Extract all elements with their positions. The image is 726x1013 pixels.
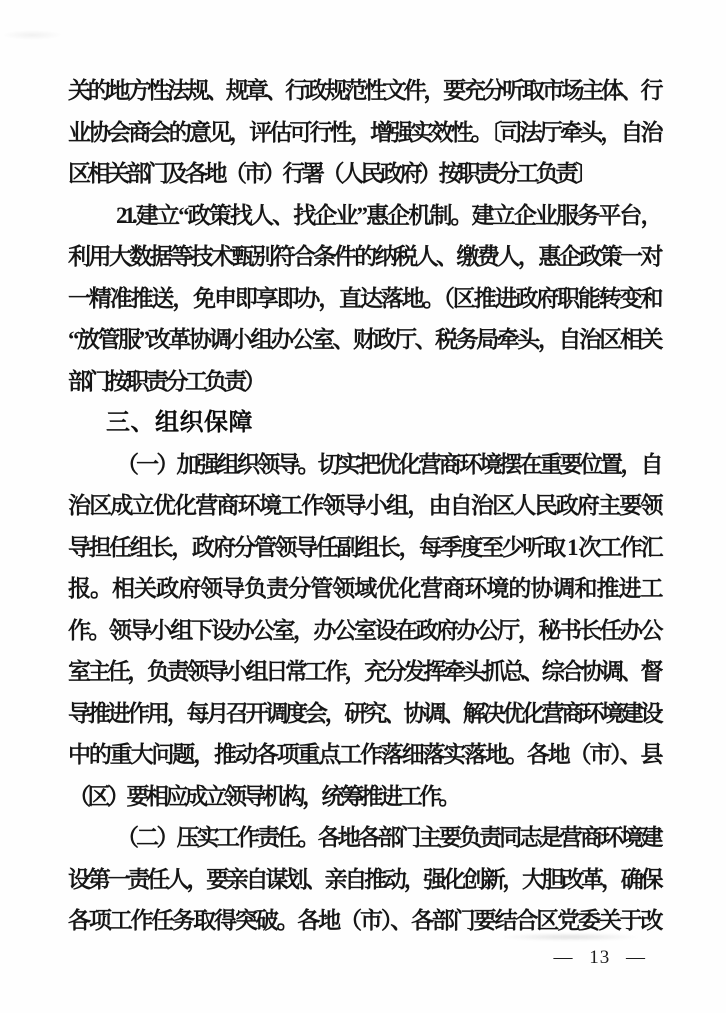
text-line: 业协会商会的意见，评估可行性，增强实效性。〔司法厅牵头，自治	[68, 119, 660, 145]
page-number: — 13 —	[553, 947, 646, 968]
text-line: 报。相关政府领导负责分管领域优化营商环境的协调和推进工	[68, 576, 660, 601]
text-line: 关的地方性法规、规章、行政规范性文件，要充分听取市场主体、行	[68, 78, 660, 103]
scan-artifact	[500, 933, 640, 941]
text-line: 中的重大问题，推动各项重点工作落细落实落地。各地（市）、县	[68, 742, 660, 767]
text-line: 室主任，负责领导小组日常工作，充分发挥牵头抓总、综合协调、督	[68, 659, 660, 684]
text-line: 利用大数据等技术甄别符合条件的纳税人、缴费人，惠企政策一对	[68, 244, 660, 269]
text-line: 治区成立优化营商环境工作领导小组，由自治区人民政府主要领	[68, 493, 660, 518]
text-line: 区相关部门及各地（市）行署（人民政府）按职责分工负责〕	[68, 161, 595, 186]
text-line: 导担任组长，政府分管领导任副组长，每季度至少听取 1 次工作汇	[68, 534, 660, 560]
section-heading: 三、组织保障	[106, 408, 253, 436]
text-line: 作。领导小组下设办公室，办公室设在政府办公厅，秘书长任办公	[68, 617, 660, 643]
document-body	[68, 70, 660, 942]
text-line: 21.建立“政策找人、找企业”惠企机制。建立企业服务平台，	[116, 202, 660, 228]
text-line: 各项工作任务取得突破。各地（市）、各部门要结合区党委关于改	[68, 908, 660, 933]
scan-artifact	[2, 30, 62, 40]
text-line: （区）要相应成立领导机构，统筹推进工作。	[68, 783, 458, 809]
text-line: （一）加强组织领导。切实把优化营商环境摆在重要位置，自	[116, 451, 660, 477]
text-line: 设第一责任人，要亲自谋划、亲自推动，强化创新，大胆改革，确保	[68, 866, 660, 892]
text-line: “放管服”改革协调小组办公室、财政厅、税务局牵头，自治区相关	[68, 327, 660, 352]
text-line: 一精准推送，免申即享即办，直达落地。（区推进政府职能转变和	[68, 285, 660, 311]
text-line: 部门按职责分工负责）	[68, 368, 263, 394]
text-line: （二）压实工作责任。各地各部门主要负责同志是营商环境建	[116, 825, 660, 850]
text-line: 导推进作用，每月召开调度会，研究、协调、解决优化营商环境建设	[68, 700, 660, 726]
